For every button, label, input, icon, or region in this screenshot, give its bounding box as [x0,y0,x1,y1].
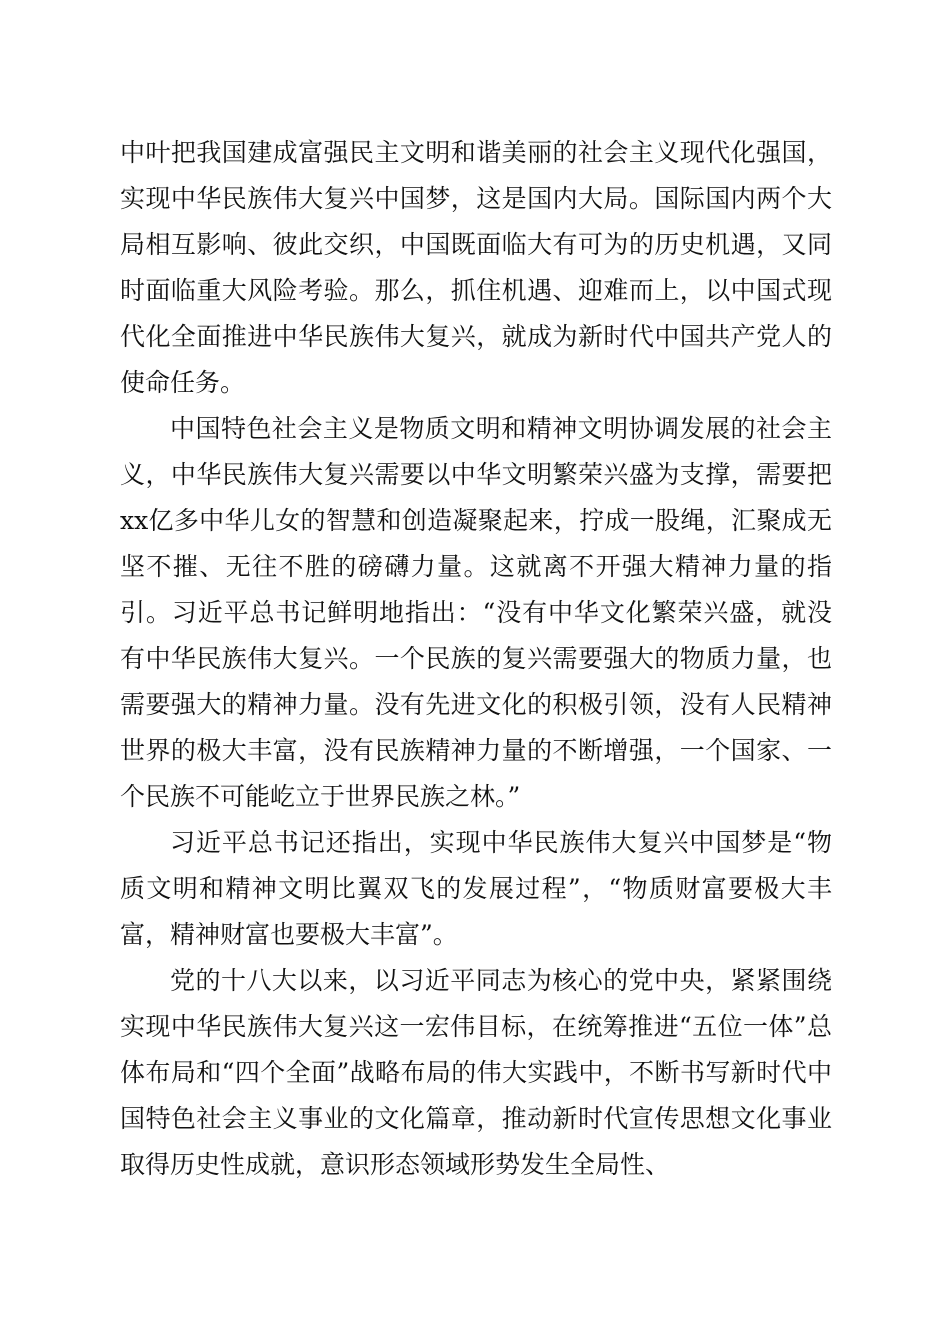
paragraph-socialism-culture: 中国特色社会主义是物质文明和精神文明协调发展的社会主义，中华民族伟大复兴需要以中华文明繁荣兴盛为支撑，需要把xx亿多中华儿女的智慧和创造凝聚起来，拧成一股绳，汇聚成无坚不摧、无往不胜的磅礴力量。这就离不开强大精神力量的指引。习近平总书记鲜明地指出：“没有中华文化繁荣兴盛，就没有中华民族伟大复兴。一个民族的复兴需要强大的物质力量，也需要强大的精神力量。没有先进文化的积极引领，没有人民精神世界的极大丰富，没有民族精神力量的不断增强，一个国家、一个民族不可能屹立于世界民族之林。” [120,414,832,811]
document-body [120,130,832,1188]
paragraph-since-18th-congress: 党的十八大以来，以习近平同志为核心的党中央，紧紧围绕实现中华民族伟大复兴这一宏伟目标，在统筹推进“五位一体”总体布局和“四个全面”战略布局的伟大实践中，不断书写新时代中国特色社会主义事业的文化篇章，推动新时代宣传思想文化事业取得历史性成就，意识形态领域形势发生全局性、 [120,966,832,1179]
paragraph-continuation: 中叶把我国建成富强民主文明和谐美丽的社会主义现代化强国，实现中华民族伟大复兴中国梦，这是国内大局。国际国内两个大局相互影响、彼此交织，中国既面临大有可为的历史机遇，又同时面临重大风险考验。那么，抓住机遇、迎难而上，以中国式现代化全面推进中华民族伟大复兴，就成为新时代中国共产党人的使命任务。 [120,138,832,397]
paragraph-material-spiritual: 习近平总书记还指出，实现中华民族伟大复兴中国梦是“物质文明和精神文明比翼双飞的发展过程”，“物质财富要极大丰富，精神财富也要极大丰富”。 [120,828,832,949]
